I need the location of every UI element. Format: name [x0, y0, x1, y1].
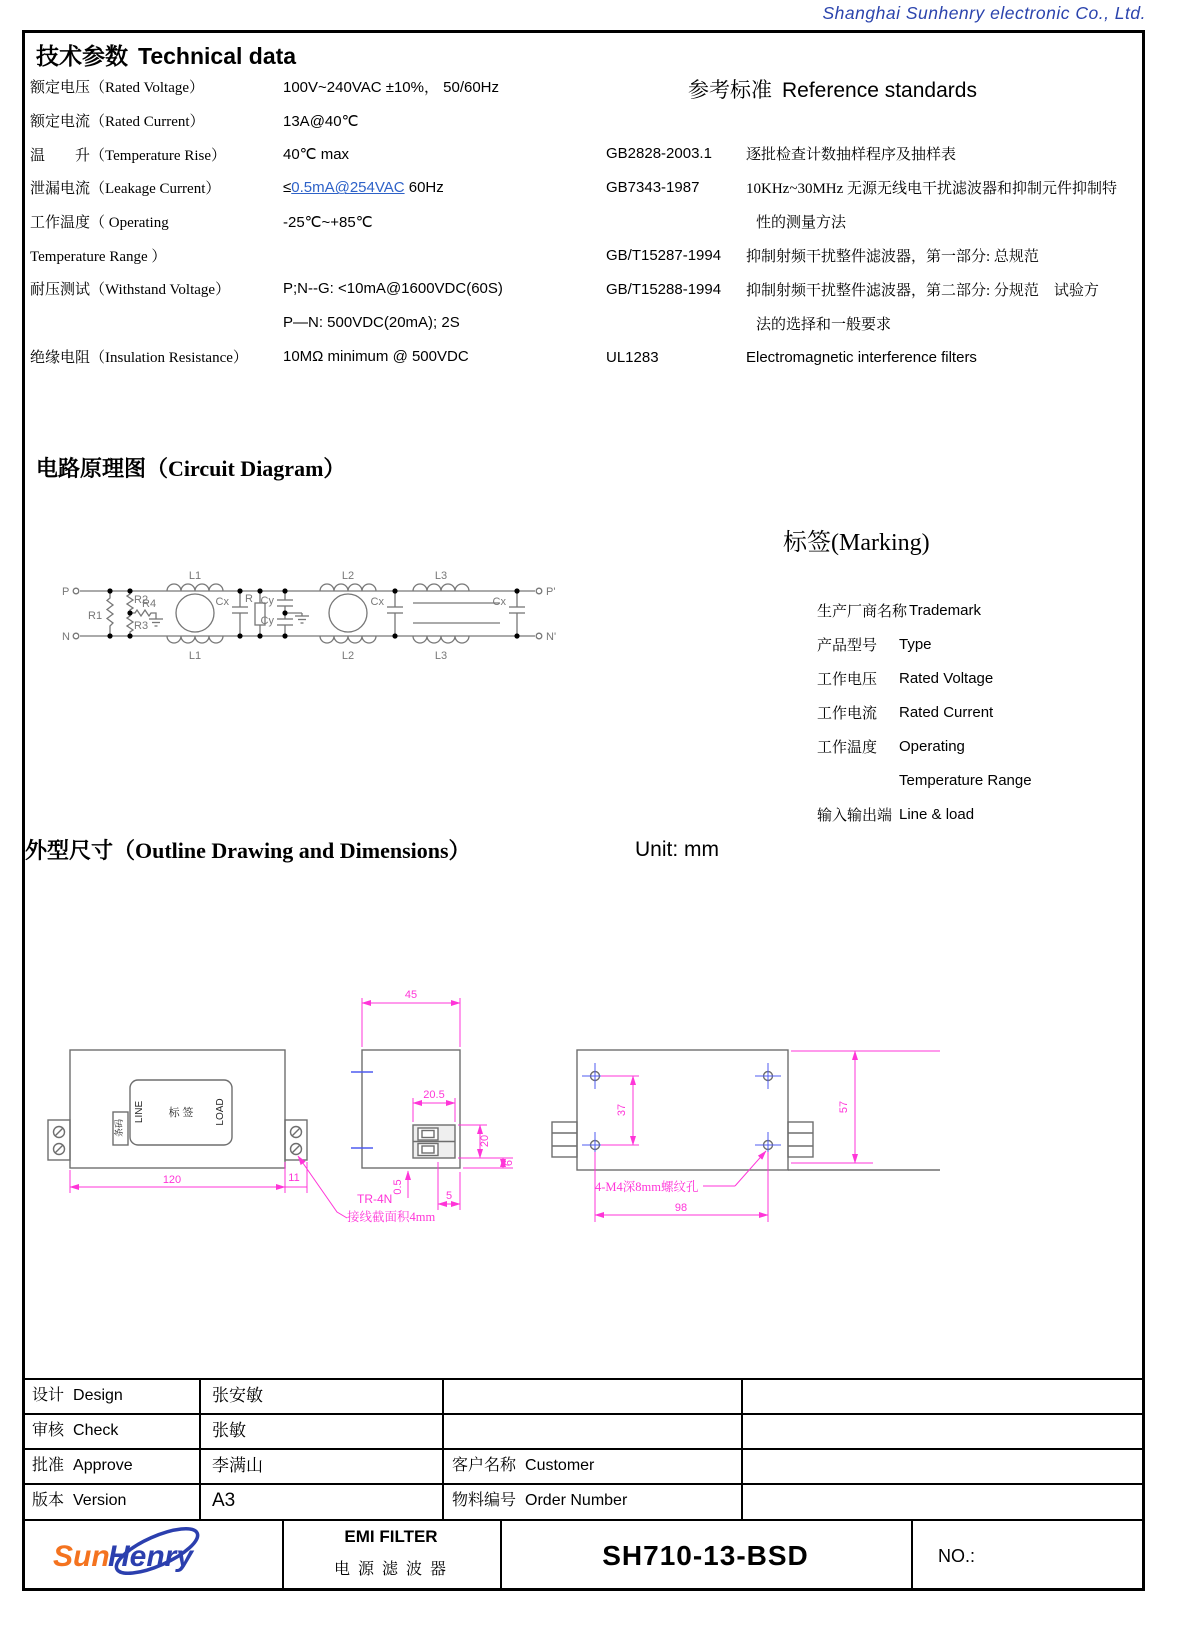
- outline-drawings: [35, 950, 1145, 1235]
- marking-cn: 工作电压: [817, 671, 878, 688]
- leader-line: [735, 1151, 766, 1186]
- resistor-r1: [107, 591, 113, 636]
- version-label: 版本 Version: [32, 1492, 127, 1509]
- approve-value: 李满山: [212, 1456, 263, 1475]
- spec-row: [30, 205, 615, 239]
- cy-label: Cy: [260, 595, 274, 607]
- choke-l1-core: [176, 594, 214, 632]
- standard-desc: 法的选择和一般要求: [756, 316, 892, 333]
- circuit-schematic: [55, 556, 565, 681]
- reference-item: [606, 204, 1146, 238]
- table-line: [22, 1413, 1145, 1415]
- version-value: A3: [212, 1490, 236, 1511]
- marking-cn: 输入输出端: [817, 807, 893, 824]
- design-label: 设计 Design: [32, 1387, 123, 1404]
- unit-label: Unit: mm: [635, 838, 719, 861]
- standard-desc: 逐批检查计数抽样程序及抽样表: [746, 146, 957, 163]
- product-type-en: EMI FILTER: [344, 1527, 438, 1546]
- table-line: [911, 1519, 913, 1588]
- marking-item: [817, 593, 1032, 627]
- design-value: 张安敏: [212, 1386, 263, 1405]
- l2-label: L2: [341, 650, 355, 662]
- l1-label: L1: [188, 650, 202, 662]
- table-line: [22, 1519, 1145, 1521]
- spec-label: Temperature Range ）: [30, 248, 167, 265]
- circuit-title: [36, 452, 345, 483]
- customer-label: 客户名称 Customer: [452, 1457, 595, 1474]
- r2-label: R2: [134, 594, 149, 606]
- spec-value: [283, 179, 444, 196]
- check-label: 审核 Check: [32, 1422, 119, 1439]
- load-label: LOAD: [215, 1098, 226, 1126]
- l2-label: L2: [341, 570, 355, 582]
- table-line: [442, 1378, 444, 1519]
- dim-45: 45: [404, 989, 418, 1001]
- marking-item: [817, 627, 1032, 661]
- standard-desc: Electromagnetic interference filters: [746, 348, 977, 366]
- marking-item: [817, 763, 1032, 797]
- spec-row: [30, 306, 615, 340]
- cy-label: Cy: [260, 615, 274, 627]
- spec-row: [30, 238, 615, 272]
- marking-en: Line & load: [899, 805, 975, 823]
- spec-row: [30, 104, 615, 138]
- marking-en: Temperature Range: [899, 771, 1032, 789]
- choke-l3-bottom: [413, 636, 469, 643]
- dim-20: 20: [479, 1134, 491, 1148]
- product-type-cell: [282, 1527, 500, 1579]
- marking-en: Operating: [899, 737, 965, 755]
- reference-title: [688, 74, 977, 104]
- standard-code: GB7343-1987: [606, 178, 700, 196]
- marking-cn: 产品型号: [817, 637, 878, 654]
- spec-row: [30, 70, 615, 104]
- circuit-wires: [73, 584, 542, 643]
- barcode-text: 条码: [114, 1118, 124, 1138]
- table-line: [22, 1378, 1145, 1380]
- standard-desc: 性的测量方法: [756, 214, 847, 231]
- marking-item: [817, 729, 1032, 763]
- side-view-drawing: [362, 1050, 460, 1168]
- marking-title-text: 标签(Marking): [783, 530, 930, 556]
- spec-value: 40℃ max: [283, 146, 350, 164]
- reference-item: [606, 170, 1146, 204]
- standard-desc: 10KHz~30MHz 无源无线电干扰滤波器和抑制元件抑制特: [746, 180, 1118, 197]
- model-number: SH710-13-BSD: [602, 1540, 809, 1571]
- marking-item: [817, 695, 1032, 729]
- reference-item: [606, 340, 1146, 374]
- screw-icon: [291, 1144, 302, 1155]
- standard-desc: 抑制射频干扰整件滤波器，第二部分: 分规范 试验方: [746, 282, 1099, 299]
- ground-symbol: [149, 619, 163, 626]
- spec-label: 额定电流（Rated Current）: [30, 114, 205, 131]
- line-label: LINE: [134, 1100, 145, 1124]
- tech-data-title-cn: 技术参数: [36, 44, 128, 69]
- l3-label: L3: [434, 570, 448, 582]
- terminal-part-number: TR-4N: [357, 1192, 393, 1206]
- marking-item: [817, 661, 1032, 695]
- spec-label: 泄漏电流（Leakage Current）: [30, 181, 221, 198]
- terminal-p-label: P: [62, 586, 70, 598]
- choke-l2-core: [329, 594, 367, 632]
- marking-en: Type: [899, 635, 932, 653]
- leakage-link[interactable]: 0.5mA@254VAC: [291, 179, 405, 197]
- spec-label: 耐压测试（Withstand Voltage）: [30, 282, 231, 299]
- marking-item: [817, 797, 1032, 831]
- r-label: R: [245, 593, 253, 605]
- bottom-view-drawing: [552, 1050, 940, 1170]
- marking-list: [817, 593, 1032, 831]
- tech-data-title: [36, 38, 296, 71]
- capacitor-cx2: [387, 591, 403, 636]
- no-label: NO.:: [938, 1546, 976, 1566]
- choke-l1-top: [167, 584, 223, 591]
- dim-5: 5: [445, 1190, 453, 1202]
- table-line: [741, 1378, 743, 1519]
- standard-code: GB/T15287-1994: [606, 246, 722, 264]
- front-view-dimensions: [70, 1156, 347, 1218]
- dim-57: 57: [838, 1100, 850, 1114]
- dim-6: 6: [503, 1159, 515, 1167]
- standard-code: GB2828-2003.1: [606, 144, 712, 162]
- standard-desc: 抑制射频干扰整件滤波器，第一部分: 总规范: [746, 248, 1039, 265]
- standard-code: UL1283: [606, 348, 659, 366]
- spec-value: P;N--G: <10mA@1600VDC(60S): [283, 280, 503, 298]
- spec-row: [30, 171, 615, 205]
- thread-note: 4-M4深8mm螺纹孔: [595, 1180, 699, 1194]
- resistor-r2: [127, 591, 133, 613]
- marking-en: Rated Current: [899, 703, 994, 721]
- product-type-cn: 电 源 滤 波 器: [333, 1561, 448, 1578]
- r1-label: R1: [88, 610, 103, 622]
- spec-value: 13A@40℃: [283, 112, 359, 130]
- terminal-p-out-label: P': [546, 586, 556, 598]
- outline-title: [25, 834, 471, 865]
- screw-icon: [291, 1127, 302, 1138]
- spec-row: [30, 137, 615, 171]
- spec-list: [30, 70, 615, 373]
- spec-label: 额定电压（Rated Voltage）: [30, 80, 205, 97]
- r4-label: R4: [142, 598, 157, 610]
- dim-11: 11: [288, 1172, 300, 1184]
- screw-icon: [54, 1144, 65, 1155]
- choke-l2-bottom: [320, 636, 376, 643]
- r3-label: R3: [134, 620, 149, 632]
- l1-label: L1: [188, 570, 202, 582]
- terminal-n-label: N: [62, 631, 70, 643]
- marking-cn: 工作电流: [817, 705, 878, 722]
- sunhenry-logo: [45, 1524, 265, 1584]
- spec-label: 绝缘电阻（Insulation Resistance）: [30, 349, 248, 366]
- dim-20-5: 20.5: [423, 1089, 445, 1101]
- reference-title-en: Reference standards: [782, 79, 977, 102]
- marking-title: [783, 522, 930, 557]
- dim-0-5: 0.5: [392, 1179, 404, 1195]
- spec-value: P—N: 500VDC(20mA); 2S: [283, 314, 460, 332]
- capacitor-cx3: [509, 591, 525, 636]
- tech-data-title-en: Technical data: [138, 43, 297, 69]
- logo-henry-text: Henry: [108, 1540, 194, 1573]
- marking-cn: 工作温度: [817, 739, 878, 756]
- capacitor-cy-pair: [277, 591, 309, 636]
- terminal-n-out-label: N': [546, 631, 557, 643]
- dim-37: 37: [616, 1103, 628, 1117]
- logo-sun-text: Sun: [53, 1540, 110, 1573]
- l3-label: L3: [434, 650, 448, 662]
- reference-list: [606, 136, 1146, 374]
- spec-value: -25℃~+85℃: [283, 213, 373, 231]
- marking-en: Rated Voltage: [899, 669, 994, 687]
- standard-code: GB/T15288-1994: [606, 280, 722, 298]
- outline-title-text: 外型尺寸（Outline Drawing and Dimensions）: [25, 838, 471, 863]
- spec-row: [30, 340, 615, 374]
- spec-label: 工作温度（ Operating: [30, 215, 169, 232]
- spec-value: 10MΩ minimum @ 500VDC: [283, 347, 469, 365]
- cx-label: Cx: [370, 596, 384, 608]
- wire-note: 接线截面积4mm: [347, 1210, 436, 1224]
- spec-value: 100V~240VAC ±10%， 50/60Hz: [283, 79, 500, 97]
- side-view-dimensions: [362, 998, 513, 1210]
- reference-item: [606, 306, 1146, 340]
- circuit-junctions: [107, 588, 519, 638]
- leakage-prefix: ≤: [283, 179, 292, 197]
- company-name: Shanghai Sunhenry electronic Co., Ltd.: [822, 3, 1146, 23]
- table-line: [199, 1378, 201, 1519]
- screw-icon: [54, 1127, 65, 1138]
- circuit-title-text: 电路原理图（Circuit Diagram）: [36, 456, 346, 481]
- dim-120: 120: [162, 1174, 182, 1186]
- cx-label: Cx: [492, 596, 506, 608]
- check-value: 张敏: [212, 1421, 246, 1440]
- resistor-r4: [130, 610, 156, 619]
- choke-l3-top: [413, 584, 469, 591]
- choke-l2-top: [320, 584, 376, 591]
- marking-en: Trademark: [909, 601, 981, 619]
- reference-item: [606, 272, 1146, 306]
- spec-label: 温 升（Temperature Rise）: [30, 147, 226, 164]
- spec-row: [30, 272, 615, 306]
- reference-title-cn: 参考标准: [688, 78, 772, 102]
- reference-item: [606, 136, 1146, 170]
- resistor-r3: [127, 613, 133, 636]
- cx-label: Cx: [215, 596, 229, 608]
- label-text: 标 签: [168, 1107, 194, 1119]
- marking-cn: 生产厂商名称: [817, 603, 908, 620]
- leakage-suffix: 60Hz: [404, 179, 444, 197]
- choke-l1-bottom: [167, 636, 223, 643]
- circuit-labels: [62, 570, 556, 662]
- bottom-view-centermarks: [582, 1063, 781, 1158]
- order-number-label: 物料编号 Order Number: [452, 1492, 628, 1509]
- approve-label: 批准 Approve: [32, 1457, 133, 1474]
- reference-item: [606, 238, 1146, 272]
- dim-98: 98: [674, 1202, 688, 1214]
